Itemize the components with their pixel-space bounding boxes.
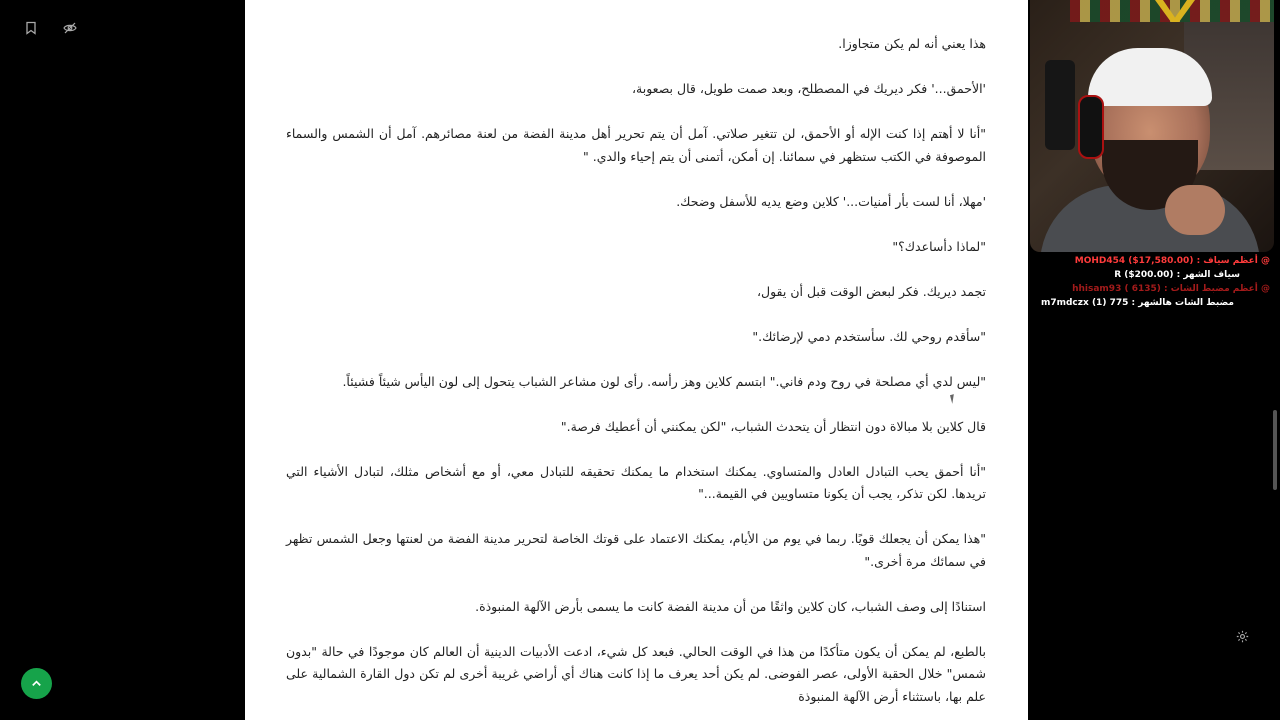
scrollbar-thumb[interactable] <box>1273 410 1277 490</box>
paragraph: بالطبع، لم يمكن أن يكون متأكدًا من هذا في الوقت الحالي. فبعد كل شيء، ادعت الأدبيات الدينية أن العالم كان موجودًا في حالة "بدون شمس" خلال الحقبة الأولى، عصر الفوضى. لم يكن أحد يعرف ما إذا كانت هناك أي أراضي غريبة أخرى لم تكن دول القارة الشمالية على علم بها، باستثناء أرض الآلهة المنبوذة <box>286 643 986 704</box>
top-donor: @ أعظم سياف : MOHD454 ($17,580.00) <box>1074 256 1270 266</box>
settings-button[interactable] <box>1232 626 1252 646</box>
paragraph: "هذا يمكن أن يجعلك قويًا. ربما في يوم من الأيام، يمكنك الاعتماد على قوتك الخاصة لتحرير مدينة الفضة من لعنتها وجعل الشمس تظهر في سمائك مرة أخرى." <box>286 531 986 569</box>
scroll-to-top-button[interactable] <box>21 668 52 699</box>
paragraph: 'الأحمق...' فكر ديريك في المصطلح، وبعد صمت طويل، قال بصعوبة، <box>632 81 986 96</box>
headset <box>1078 95 1104 159</box>
paragraph: "أنا لا أهتم إذا كنت الإله أو الأحمق، لن تتغير صلاتي. آمل أن يتم تحرير أهل مدينة الفضة من لعنة مصائرهم. آمل أن الشمس والسماء الموصوفة في الكتب ستظهر في سمائنا. إن أمكن، أتمنى أن يتم إحياء والدي. " <box>286 126 986 164</box>
top-chatter: @ أعظم مضبط الشات : hhisam93 ( 6135) <box>1072 284 1270 294</box>
chevron-up-icon <box>30 677 43 690</box>
paragraph: "لماذا دأساعدك؟" <box>892 238 986 254</box>
webcam-feed <box>1030 0 1274 252</box>
microphone <box>1045 60 1075 150</box>
month-chatter: مضبط الشات هالشهر : m7mdczx (1) 775 <box>1040 298 1234 308</box>
eye-off-icon <box>63 21 77 35</box>
chapter-content <box>286 0 986 720</box>
bookmark-button[interactable] <box>17 14 45 42</box>
gear-icon <box>1236 630 1249 643</box>
donation-overlay <box>1040 254 1270 314</box>
paragraph: "سأقدم روحي لك. سأستخدم دمي لإرضائك." <box>752 328 986 344</box>
left-toolbar <box>0 0 245 720</box>
paragraph: تجمد ديريك. فكر لبعض الوقت قبل أن يقول، <box>756 283 986 299</box>
hide-button[interactable] <box>56 14 84 42</box>
paragraph: 'مهلا، أنا لست بأر أمنيات...' كلاين وضع يديه للأسفل وضحك. <box>676 193 986 209</box>
paragraph: "أنا أحمق يحب التبادل العادل والمتساوي. يمكنك استخدام ما يمكنك تحقيقه للتبادل معي، أو مع أشخاص مثلك، لتبادل الأشياء التي تريدها. لكن تذكر، يجب أن يكونا متساويين في القيمة..." <box>286 463 986 501</box>
paragraph: هذا يعني أنه لم يكن متجاوزا. <box>838 36 986 51</box>
paragraph: قال كلاين بلا مبالاة دون انتظار أن يتحدث الشباب، "لكن يمكنني أن أعطيك فرصة." <box>560 418 986 434</box>
month-donor: سياف الشهر : (R ($200.00 <box>1114 270 1240 280</box>
paragraph: "ليس لدي أي مصلحة في روح ودم فاني." ابتسم كلاين وهز رأسه. رأى لون مشاعر الشباب يتحول إلى لون اليأس شيئاً فشيئاً. <box>342 373 986 389</box>
bookmark-icon <box>24 21 38 35</box>
chapter-reader <box>245 0 1028 720</box>
paragraph-cut <box>286 0 986 11</box>
paragraph: استنادًا إلى وصف الشباب، كان كلاين واثقًا من أن مدينة الفضة كانت ما يسمى بأرض الآلهة المنبوذة. <box>475 598 986 614</box>
